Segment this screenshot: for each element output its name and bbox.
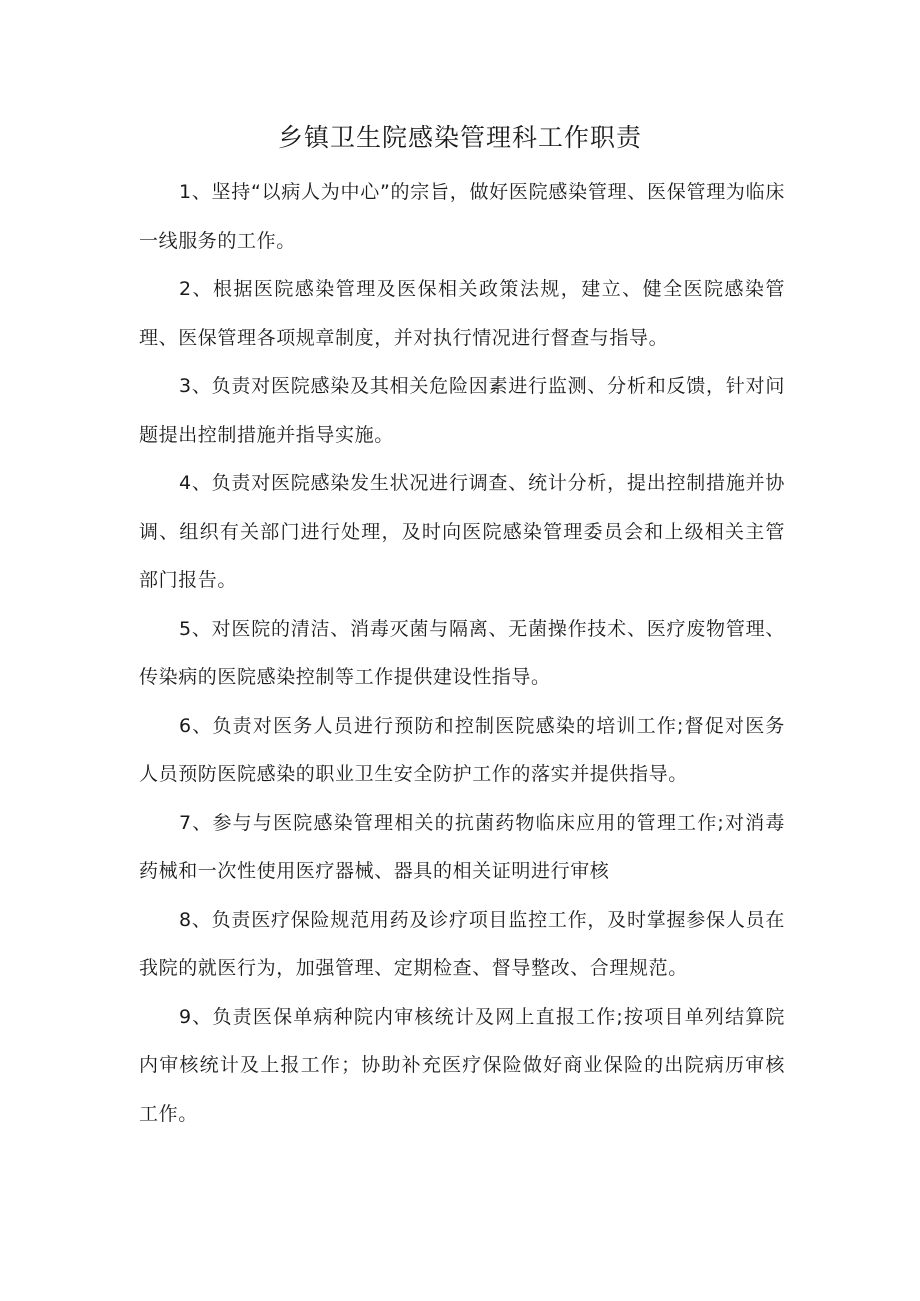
duty-paragraph-3: 3、负责对医院感染及其相关危险因素进行监测、分析和反馈，针对问题提出控制措施并指导实施。 [139,375,785,446]
duty-paragraph-8: 8、负责医疗保险规范用药及诊疗项目监控工作，及时掌握参保人员在我院的就医行为，加强管理、定期检查、督导整改、合理规范。 [139,908,785,979]
duty-paragraph-6: 6、负责对医务人员进行预防和控制医院感染的培训工作;督促对医务人员预防医院感染的职业卫生安全防护工作的落实并提供指导。 [139,714,785,785]
duty-paragraph-2: 2、根据医院感染管理及医保相关政策法规，建立、健全医院感染管理、医保管理各项规章制度，并对执行情况进行督查与指导。 [139,278,785,349]
duty-paragraph-5: 5、对医院的清洁、消毒灭菌与隔离、无菌操作技术、医疗废物管理、传染病的医院感染控制等工作提供建设性指导。 [139,617,785,688]
duty-paragraph-7: 7、参与与医院感染管理相关的抗菌药物临床应用的管理工作;对消毒药械和一次性使用医疗器械、器具的相关证明进行审核 [139,811,785,882]
duty-paragraph-1: 1、坚持“以病人为中心”的宗旨，做好医院感染管理、医保管理为临床一线服务的工作。 [139,181,785,252]
duty-paragraph-9: 9、负责医保单病种院内审核统计及网上直报工作;按项目单列结算院内审核统计及上报工作；协助补充医疗保险做好商业保险的出院病历审核工作。 [139,1005,785,1125]
document-body [139,168,785,1138]
duty-paragraph-4: 4、负责对医院感染发生状况进行调查、统计分析，提出控制措施并协调、组织有关部门进行处理，及时向医院感染管理委员会和上级相关主管部门报告。 [139,472,785,591]
document-title: 乡镇卫生院感染管理科工作职责 [277,123,642,152]
